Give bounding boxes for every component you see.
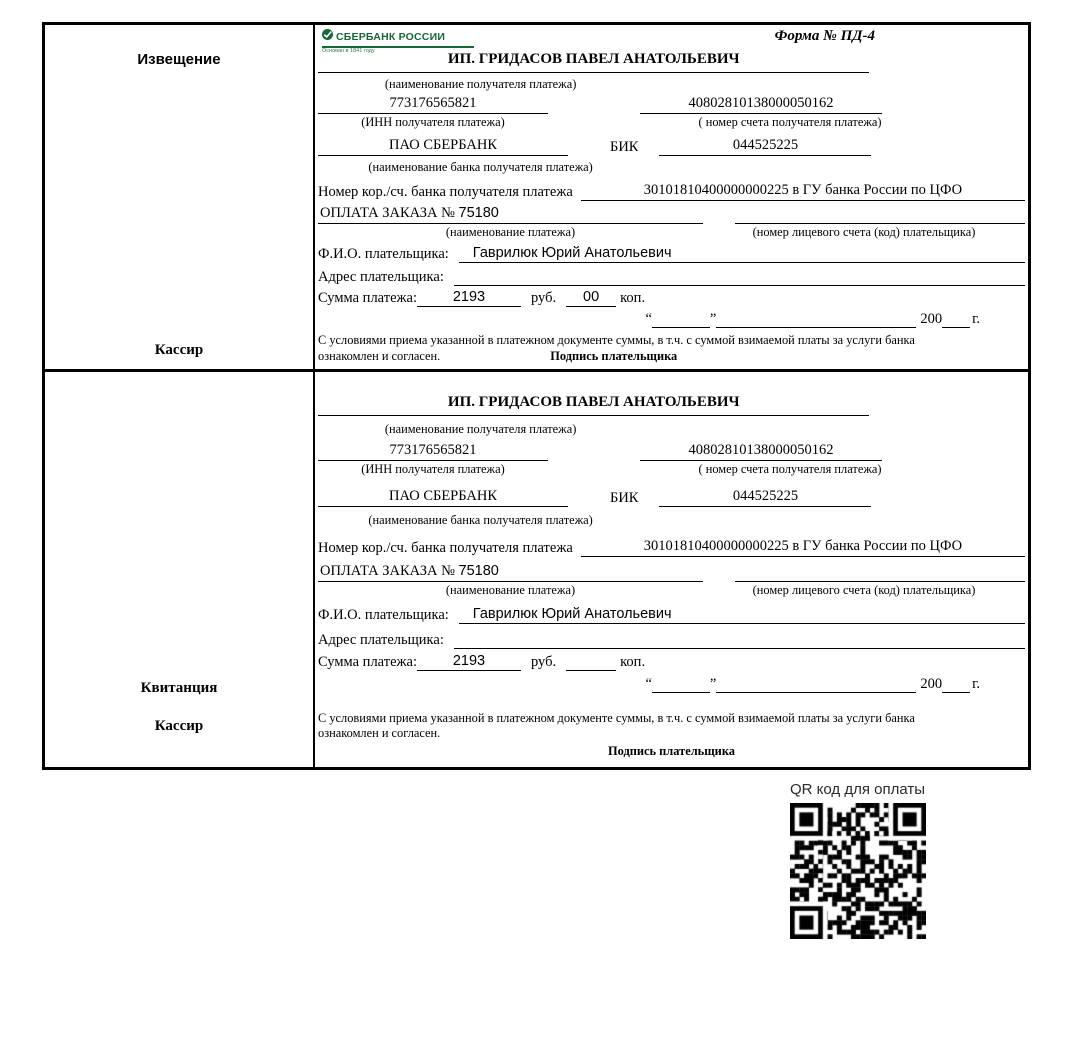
bank-name-field: ПАО СБЕРБАНК [318,488,568,507]
month-field [716,692,916,693]
sberbank-logo-tagline: Основан в 1841 году [322,48,375,54]
corr-account-label: Номер кор./сч. банка получателя платежа [318,184,573,200]
side-label-izveshchenie: Извещение [137,51,221,68]
inn-caption: (ИНН получателя платежа) [361,462,505,476]
side-column-izveshchenie [45,25,315,369]
payer-name-row [318,245,1025,263]
sum-label: Сумма платежа: [318,290,417,306]
year-field [942,692,970,693]
recipient-caption: (наименование получателя платежа) [384,422,577,436]
inn-caption: (ИНН получателя платежа) [361,115,505,129]
corr-account-label: Номер кор./сч. банка получателя платежа [318,540,573,556]
open-quote: “ [645,311,652,327]
section-izveshchenie [45,25,1028,372]
personal-account-field [735,206,1025,224]
qr-block [770,781,945,944]
payer-address-field [454,631,1025,649]
form-number-label: Форма № ПД-4 [774,28,875,44]
bank-caption: (наименование банка получателя платежа) [368,513,593,527]
payment-name-field: ОПЛАТА ЗАКАЗА № 75180 [318,563,703,582]
amount-rub-field: 2193 [417,653,521,671]
bank-row [318,137,1025,156]
account-caption: ( номер счета получателя платежа) [698,115,882,129]
terms-line1: С условиями приема указанной в платежном документе суммы, в т.ч. с суммой взимаемой платы за услуги банка [318,333,915,347]
order-number: 75180 [458,205,499,221]
personal-account-field [735,564,1025,582]
side-column-kvitanciya [45,372,315,767]
payer-name-field: Гаврилюк Юрий Анатольевич [459,245,1025,263]
kop-label: коп. [620,290,646,306]
rub-label: руб. [531,654,557,670]
signature-label: Подпись плательщика [550,348,678,363]
payer-address-row [318,631,1025,649]
bik-field: 044525225 [659,137,871,156]
corr-account-row [318,538,1025,557]
payment-name-row [318,205,1025,224]
payer-name-label: Ф.И.О. плательщика: [318,246,449,262]
corr-account-row [318,182,1025,201]
year-prefix: 200 [920,311,943,327]
terms-block [318,333,1025,369]
inn-account-row [318,442,1025,461]
payment-caption: (наименование платежа) [445,583,576,597]
year-suffix: г. [972,311,980,327]
bank-caption: (наименование банка получателя платежа) [368,160,593,174]
account-caption: ( номер счета получателя платежа) [698,462,882,476]
bik-field: 044525225 [659,488,871,507]
sum-label: Сумма платежа: [318,654,417,670]
amount-rub-field: 2193 [417,289,521,307]
bik-label: БИК [610,139,639,155]
payment-name-field: ОПЛАТА ЗАКАЗА № 75180 [318,205,703,224]
terms-line2: ознакомлен и согласен. [318,348,441,363]
terms-line1: С условиями приема указанной в платежном документе суммы, в т.ч. с суммой взимаемой платы за услуги банка [318,710,915,725]
form-area-1 [315,25,1028,369]
side-label-kvitanciya: Квитанция [140,680,218,696]
recipient-name: ИП. ГРИДАСОВ ПАВЕЛ АНАТОЛЬЕВИЧ [318,394,869,416]
payment-form-pd4 [42,22,1031,770]
day-field [652,692,710,693]
year-suffix: г. [972,676,980,692]
payment-name-row [318,563,1025,582]
payer-address-label: Адрес плательщика: [318,632,444,648]
close-quote: ” [709,311,717,327]
month-field [716,327,916,328]
logo-row [318,27,1025,54]
close-quote: ” [709,676,717,692]
sum-row [318,653,1025,671]
date-row [318,311,1025,328]
terms-line2: ознакомлен и согласен. [318,726,441,740]
open-quote: “ [645,676,652,692]
year-prefix: 200 [920,676,943,692]
payer-name-row [318,606,1025,624]
account-field: 40802810138000050162 [640,95,882,114]
bank-name-field: ПАО СБЕРБАНК [318,137,568,156]
form-area-2 [315,372,1028,767]
cashier-label: Кассир [154,718,204,734]
order-number: 75180 [458,563,499,579]
day-field [652,327,710,328]
amount-kop-field: 00 [566,289,616,307]
qr-code [790,803,926,939]
section-kvitanciya [45,372,1028,767]
terms-block [318,711,1025,768]
year-field [942,327,970,328]
sberbank-logo-text: СБЕРБАНК РОССИИ [336,30,446,43]
bik-label: БИК [610,490,639,506]
recipient-name: ИП. ГРИДАСОВ ПАВЕЛ АНАТОЛЬЕВИЧ [318,51,869,73]
personal-account-caption: (номер лицевого счета (код) плательщика) [752,225,976,239]
rub-label: руб. [531,290,557,306]
kop-label: коп. [620,654,646,670]
inn-account-row [318,95,1025,114]
signature-label: Подпись плательщика [608,743,735,758]
inn-field: 773176565821 [318,442,548,461]
payer-name-field: Гаврилюк Юрий Анатольевич [459,606,1025,624]
qr-label: QR код для оплаты [789,781,925,798]
payment-caption: (наименование платежа) [445,225,576,239]
cashier-label: Кассир [154,342,204,358]
payer-address-field [454,268,1025,286]
sum-row [318,289,1025,307]
bank-row [318,488,1025,507]
date-row [318,676,1025,693]
corr-account-field: 30101810400000000225 в ГУ банка России по ЦФО [581,538,1025,557]
personal-account-caption: (номер лицевого счета (код) плательщика) [752,583,976,597]
inn-field: 773176565821 [318,95,548,114]
recipient-caption: (наименование получателя платежа) [384,77,577,91]
payer-address-row [318,268,1025,286]
amount-kop-field [566,669,616,671]
sberbank-logo-icon [322,28,333,45]
payer-name-label: Ф.И.О. плательщика: [318,607,449,623]
account-field: 40802810138000050162 [640,442,882,461]
payer-address-label: Адрес плательщика: [318,269,444,285]
corr-account-field: 30101810400000000225 в ГУ банка России по ЦФО [581,182,1025,201]
